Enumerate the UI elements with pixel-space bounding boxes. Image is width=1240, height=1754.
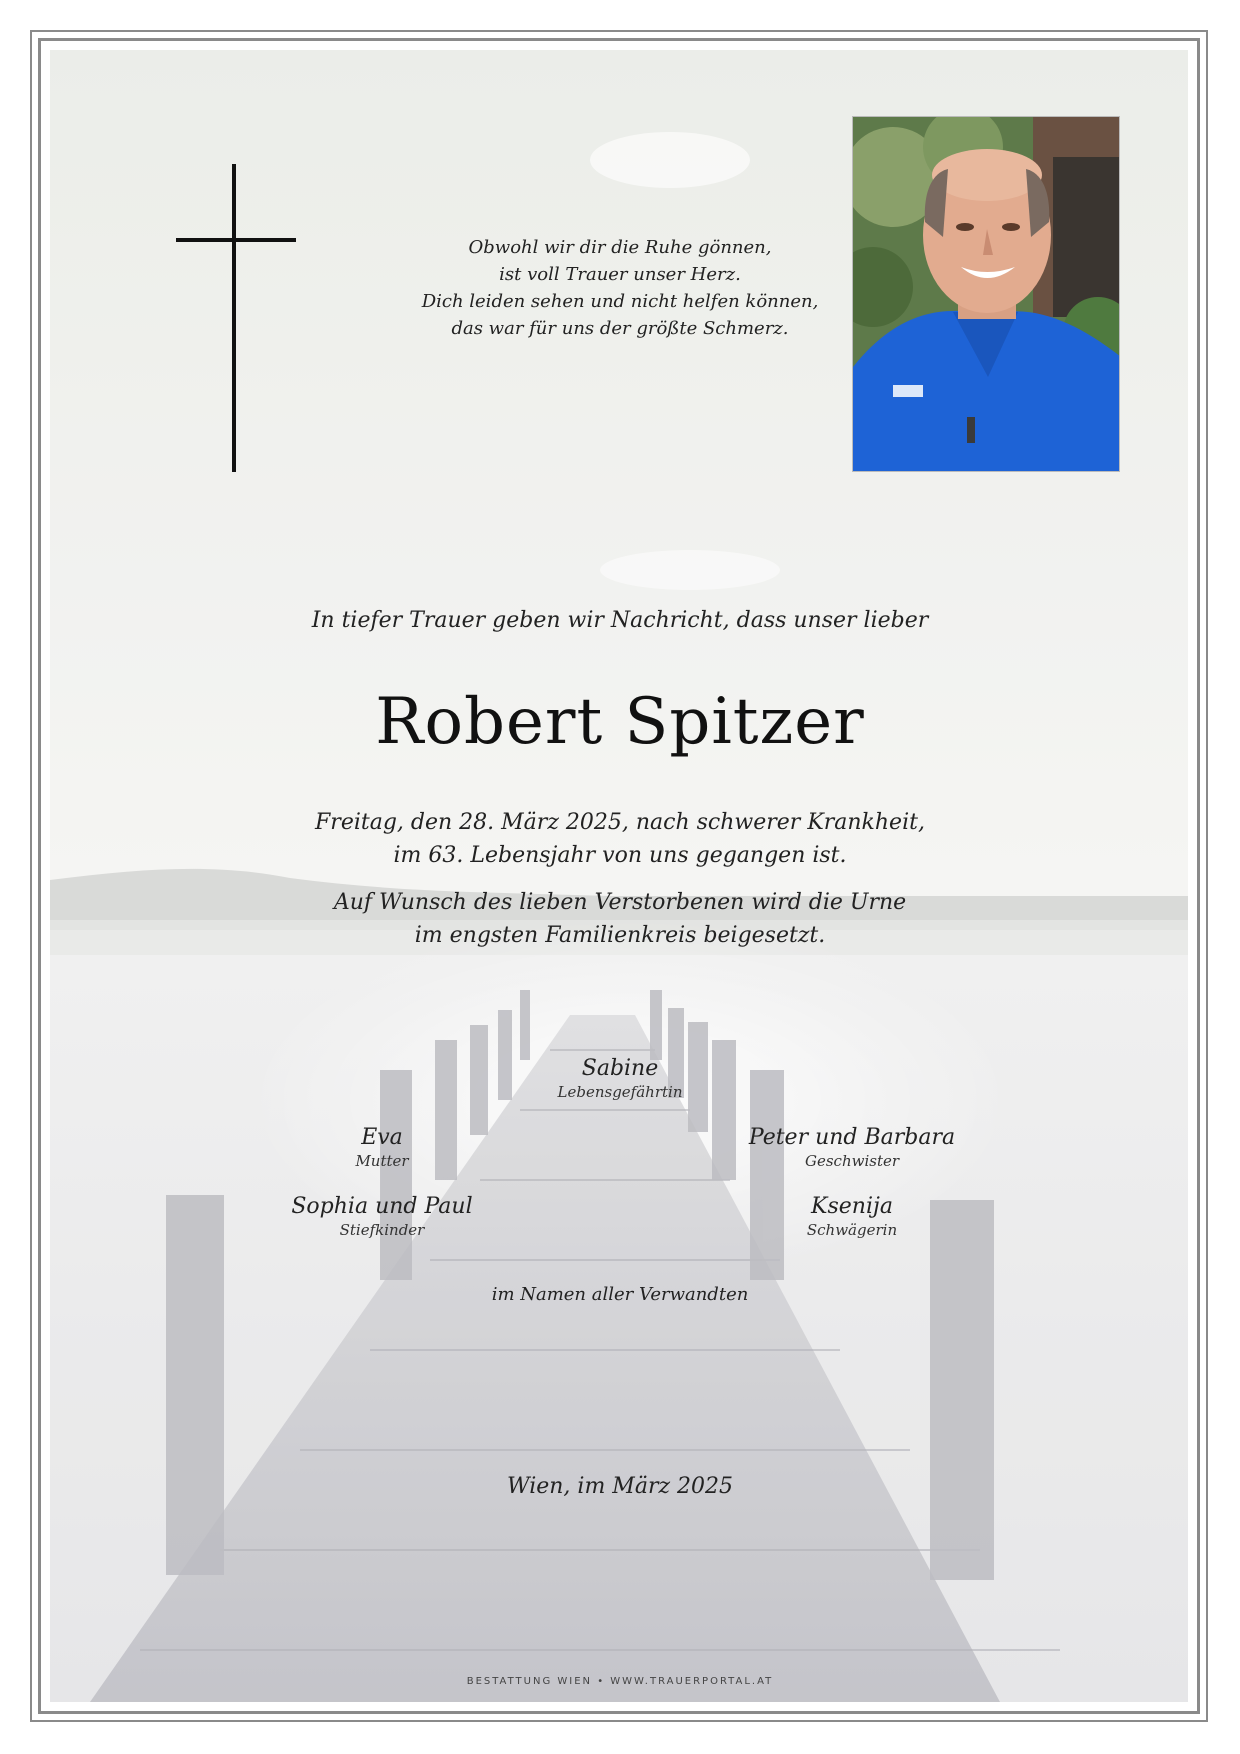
mourner-role: Stiefkinder bbox=[339, 1221, 425, 1239]
deceased-name: Robert Spitzer bbox=[375, 685, 865, 759]
mourner-partner bbox=[500, 1056, 740, 1101]
poem-line: ist voll Trauer unser Herz. bbox=[499, 264, 741, 285]
mourner-name: Sophia und Paul bbox=[291, 1194, 473, 1219]
mourner-role: Mutter bbox=[355, 1152, 409, 1170]
mourner-name: Peter und Barbara bbox=[748, 1125, 956, 1150]
burial-note bbox=[0, 886, 1240, 952]
mourner-siblings bbox=[732, 1125, 972, 1170]
mourner-sister-in-law bbox=[732, 1194, 972, 1239]
portrait-photo bbox=[852, 116, 1120, 472]
poem bbox=[390, 234, 850, 342]
poem-line: das war für uns der größte Schmerz. bbox=[451, 318, 789, 339]
intro-text: In tiefer Trauer geben wir Nachricht, dass unser lieber bbox=[311, 608, 929, 633]
mourner-role: Schwägerin bbox=[806, 1221, 898, 1239]
place-date: Wien, im März 2025 bbox=[506, 1474, 734, 1499]
death-announcement bbox=[0, 806, 1240, 872]
death-text-line: im 63. Lebensjahr von uns gegangen ist. bbox=[393, 843, 847, 868]
mourner-name: Sabine bbox=[581, 1056, 659, 1081]
mourner-role: Geschwister bbox=[804, 1152, 900, 1170]
poem-line: Obwohl wir dir die Ruhe gönnen, bbox=[468, 237, 772, 258]
footer-credit: BESTATTUNG WIEN • WWW.TRAUERPORTAL.AT bbox=[466, 1676, 774, 1687]
death-text-line: Freitag, den 28. März 2025, nach schwerer Krankheit, bbox=[315, 810, 925, 835]
mourner-name: Ksenija bbox=[811, 1194, 893, 1219]
poem-line: Dich leiden sehen und nicht helfen können, bbox=[421, 291, 819, 312]
burial-text-line: Auf Wunsch des lieben Verstorbenen wird die Urne bbox=[333, 890, 907, 915]
mourner-stepchildren bbox=[262, 1194, 502, 1239]
latin-cross-icon bbox=[176, 164, 296, 474]
mourner-name: Eva bbox=[361, 1125, 403, 1150]
mourner-mother bbox=[262, 1125, 502, 1170]
mourner-role: Lebensgefährtin bbox=[557, 1083, 683, 1101]
burial-text-line: im engsten Familienkreis beigesetzt. bbox=[414, 923, 826, 948]
relatives-note: im Namen aller Verwandten bbox=[491, 1284, 749, 1305]
